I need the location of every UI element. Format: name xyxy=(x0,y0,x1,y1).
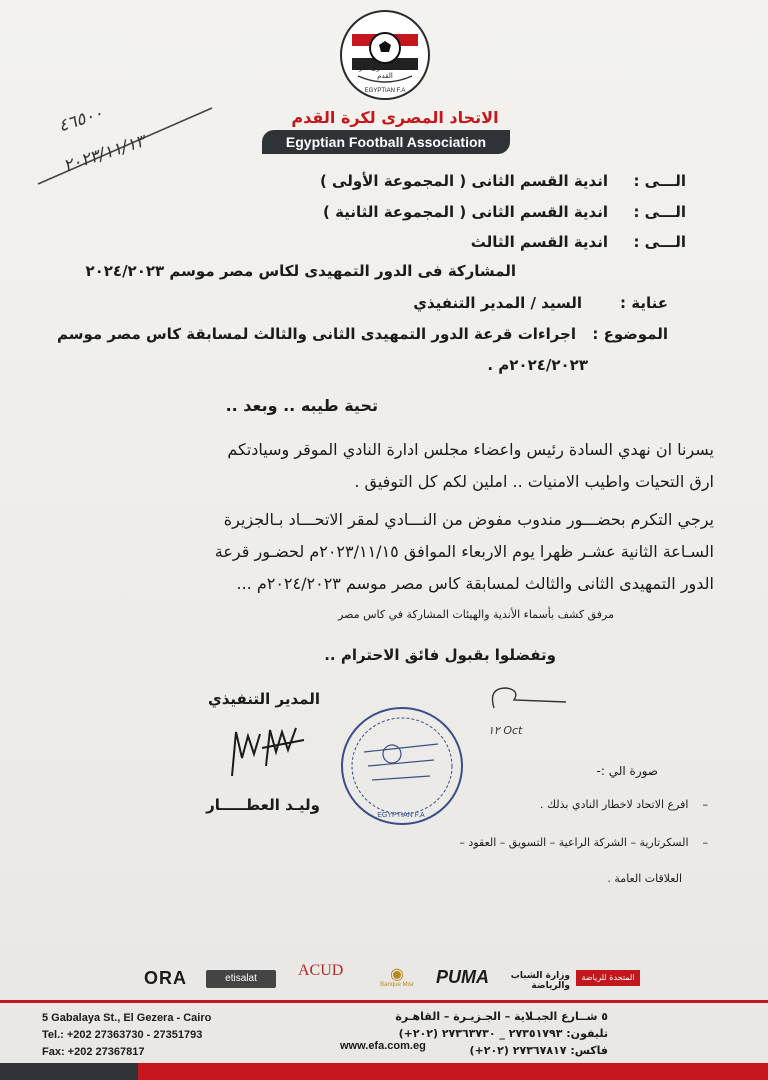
recipient-text: اندية القسم الثانى ( المجموعة الثانية ) xyxy=(323,203,608,221)
footer-website[interactable]: www.efa.com.eg xyxy=(340,1040,426,1052)
subject-row xyxy=(56,325,668,347)
banque-misr-logo: Banque Misr xyxy=(380,982,414,988)
copies-item xyxy=(268,836,708,849)
stamp-text: EGYPTIAN F.A xyxy=(377,812,425,819)
body-paragraph-line: يسرنا ان نهدي السادة رئيس واعضاء مجلس ادارة النادي الموقر وسيادتكم xyxy=(227,440,714,459)
copies-item-text: افرع الاتحاد لاخطار النادي بذلك . xyxy=(540,798,689,811)
recipient-row xyxy=(126,233,686,255)
recipient-label: الـــى : xyxy=(633,172,686,190)
subject-text: اجراءات قرعة الدور التمهيدى الثانى والثالث لمسابقة كاس مصر موسم xyxy=(56,325,576,343)
handwritten-date: ٢٠٢٣/١١/١٣ xyxy=(60,131,148,177)
org-name-en: Egyptian Football Association xyxy=(262,130,510,154)
footer-fax-ar: فاكس: ٢٧٣٦٧٨١٧ (٢٠٢+) xyxy=(469,1044,608,1057)
signature-title: المدير التنفيذي xyxy=(207,690,320,708)
logo-text-en: EGYPTIAN F.A xyxy=(364,88,406,94)
footer-fax-en: Fax: +202 27367817 xyxy=(42,1046,145,1058)
copies-heading: صورة الي :- xyxy=(596,764,658,778)
footer-tel-ar: تليفون: ٢٧٣٥١٧٩٣ _ ٢٧٣٦٣٧٣٠ (٢٠٢+) xyxy=(398,1027,608,1040)
etisalat-logo: etisalat xyxy=(206,970,276,988)
united-sports-logo: المتحدة للرياضة xyxy=(576,970,640,986)
footer-tel-en: Tel.: +202 27363730 - 27351793 xyxy=(42,1029,203,1041)
handwritten-number: ٤٦٥٠٠ xyxy=(56,103,106,137)
copies-item-text: العلاقات العامة . xyxy=(607,872,682,885)
attention-label: عناية : xyxy=(620,294,668,312)
recipient-row xyxy=(126,172,686,194)
body-paragraph-line: ارق التحيات واطيب الامنيات .. املين لكم كل التوفيق . xyxy=(354,472,714,491)
copies-dash: – xyxy=(688,836,708,849)
subject-label: الموضوع : xyxy=(592,325,668,343)
copies-item-text: السكرتارية – الشركة الراعية – التسويق – العقود – xyxy=(459,836,689,849)
recipient-text: اندية القسم الثانى ( المجموعة الأولى ) xyxy=(319,172,608,190)
body-paragraph-line: السـاعة الثانية عشـر ظهرا يوم الاربعاء الموافق ٢٠٢٣/١١/١٥م لحضـور قرعة xyxy=(214,542,714,561)
banque-misr-icon: ◉ xyxy=(390,964,404,983)
recipient-text: اندية القسم الثالث xyxy=(470,233,608,251)
subject-text-continued: ٢٠٢٤/٢٠٢٣م . xyxy=(487,356,588,374)
handwritten-signature xyxy=(226,718,310,784)
closing-line: وتفضلوا بقبول فائق الاحترام .. xyxy=(324,646,556,664)
greeting: تحية طيبه .. وبعد .. xyxy=(225,396,378,415)
copies-item xyxy=(268,798,708,811)
ora-logo: ORA xyxy=(144,968,187,988)
acud-logo: ACUD xyxy=(298,962,344,979)
sponsor-logos xyxy=(140,958,640,998)
footer-address-en: 5 Gabalaya St., El Gezera - Cairo xyxy=(42,1012,212,1024)
ministry-logo: وزارة الشباب والرياضة xyxy=(510,971,570,991)
attachment-note: مرفق كشف بأسماء الأندية والهيئات المشاركة في كاس مصر xyxy=(338,608,614,621)
footer-divider xyxy=(0,1000,768,1003)
footer-color-bar xyxy=(0,1063,768,1080)
org-name-ar: الاتحاد المصرى لكرة القدم xyxy=(291,108,499,127)
attention-row xyxy=(108,294,668,316)
body-paragraph-line: الدور التمهيدى الثانى والثالث لمسابقة كاس مصر موسم ٢٠٢٤/٢٠٢٣م ... xyxy=(236,574,714,593)
participation-line: المشاركة فى الدور التمهيدى لكاس مصر موسم ٢٠٢٤/٢٠٢٣ xyxy=(85,262,516,280)
recipient-row xyxy=(126,203,686,225)
handwritten-initials xyxy=(486,682,570,712)
recipient-label: الـــى : xyxy=(633,233,686,251)
handwritten-stamp-date: ١٢ Oct xyxy=(488,724,523,737)
puma-logo: PUMA xyxy=(436,967,489,987)
signatory-name: وليـد العطـــــار xyxy=(206,796,320,814)
copies-dash: – xyxy=(688,798,708,811)
attention-text: السيد / المدير التنفيذي xyxy=(413,294,582,312)
body-paragraph-line: يرجي التكرم بحضـــور مندوب مفوض من النـــادي لمقر الاتحـــاد بـالجزيرة xyxy=(223,510,714,529)
footer-address-ar: ٥ شــارع الجبـلاية – الجـزيـرة – القاهـرة xyxy=(395,1010,608,1023)
recipient-label: الـــى : xyxy=(633,203,686,221)
footer-contact-ar xyxy=(395,1008,608,1059)
logo-text-ar: الاتحاد المصرى لكرة القدم xyxy=(355,64,415,80)
footer-contact-en xyxy=(42,1010,211,1061)
